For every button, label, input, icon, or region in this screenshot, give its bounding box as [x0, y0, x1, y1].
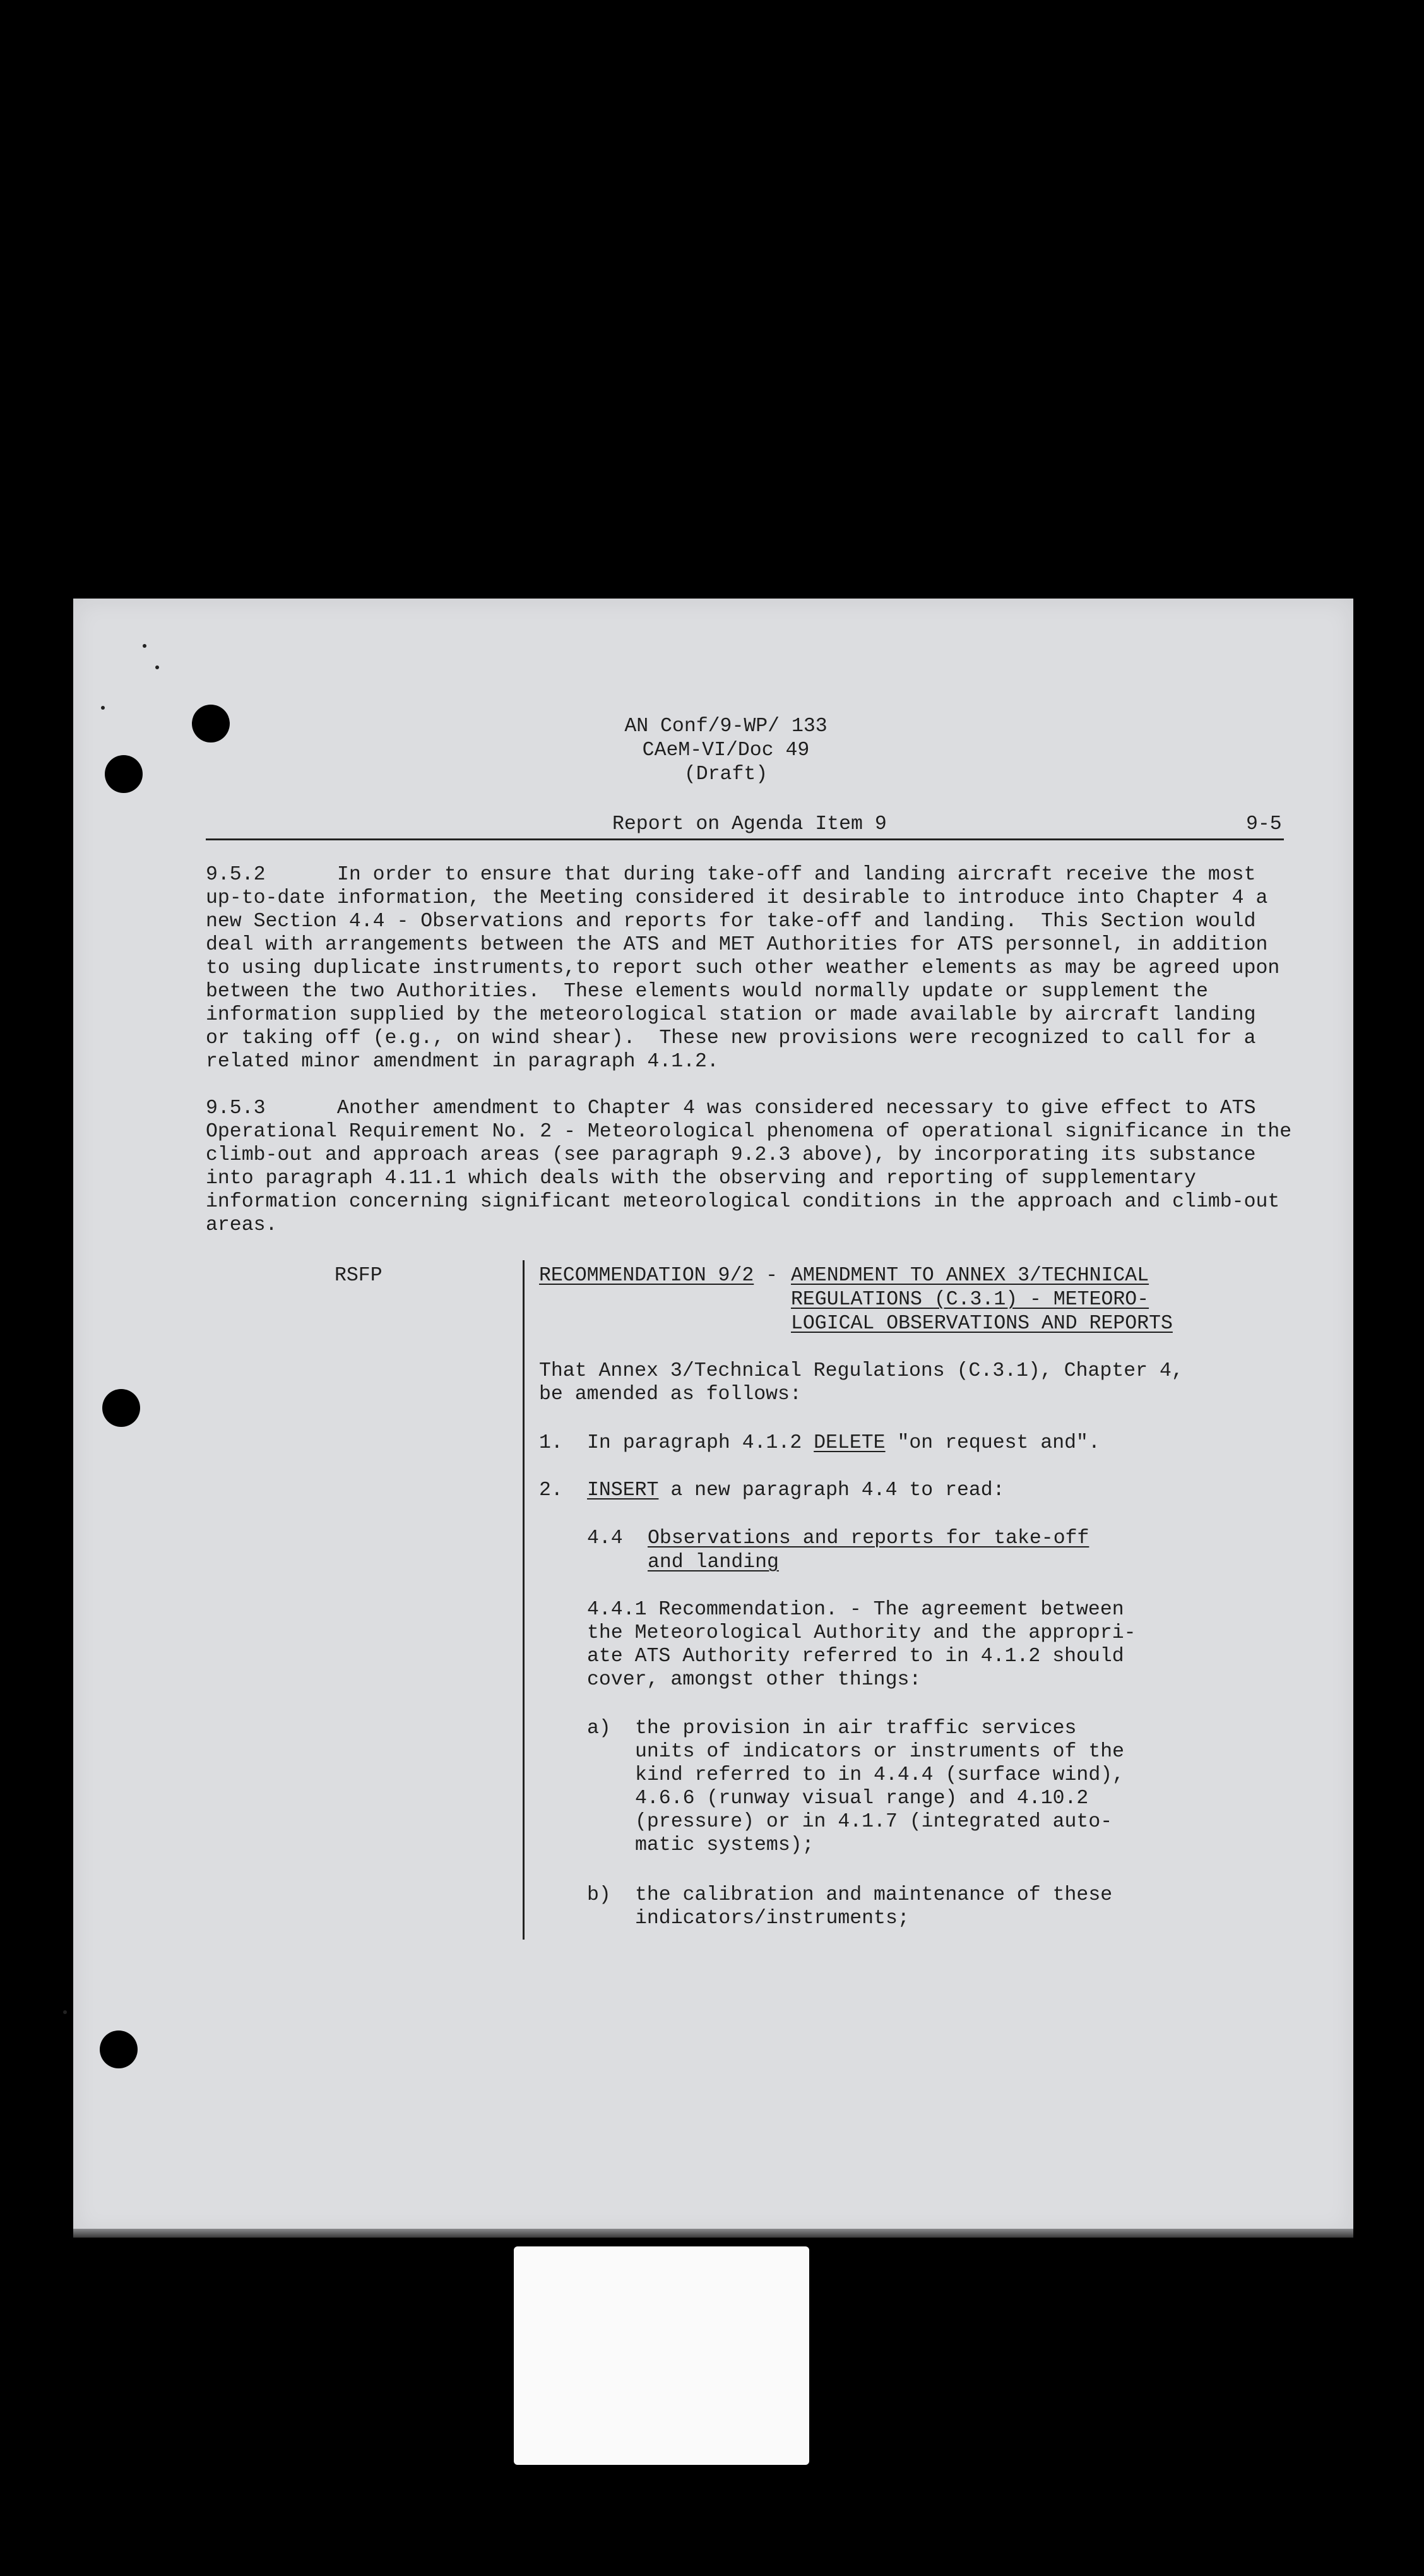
item-number: 1.: [539, 1432, 563, 1454]
text-line: areas.: [206, 1214, 278, 1236]
insert-keyword: INSERT: [587, 1479, 659, 1501]
page-bottom-edge: [73, 2229, 1353, 2238]
punch-hole: [100, 2030, 138, 2068]
speck: [155, 665, 159, 669]
text-line: or taking off (e.g., on wind shear). These new provisions were recognized to call for a: [206, 1027, 1256, 1049]
speck: [143, 644, 146, 648]
text-line: information concerning significant meteorological conditions in the approach and climb-out: [206, 1191, 1280, 1213]
doc-ref-draft: (Draft): [684, 763, 768, 785]
section-title-line: Observations and reports for take-off: [648, 1527, 1089, 1549]
recommendation-intro-line: That Annex 3/Technical Regulations (C.3.1), Chapter 4,: [539, 1360, 1184, 1382]
recommendation-title-line: REGULATIONS (C.3.1) - METEORO-: [791, 1289, 1149, 1311]
margin-note: RSFP: [335, 1265, 383, 1287]
item-a-line: the provision in air traffic services: [635, 1717, 1077, 1739]
item-b-line: indicators/instruments;: [635, 1907, 910, 1929]
document-page: [73, 599, 1353, 2235]
text-line: 9.5.3 Another amendment to Chapter 4 was considered necessary to give effect to ATS: [206, 1097, 1256, 1119]
recommendation-title-line: LOGICAL OBSERVATIONS AND REPORTS: [791, 1313, 1173, 1335]
delete-keyword: DELETE: [814, 1432, 886, 1454]
recommendation-heading: [539, 1264, 790, 1287]
page-number: 9-5: [1246, 813, 1282, 835]
section-number: 4.4: [587, 1527, 623, 1549]
item-1-pre: In paragraph 4.1.2: [587, 1432, 814, 1454]
para-4-4-1-line: the Meteorological Authority and the appropri-: [587, 1622, 1136, 1644]
blank-card: [514, 2246, 809, 2465]
text-line: deal with arrangements between the ATS and MET Authorities for ATS personnel, in addition: [206, 934, 1268, 956]
text-line: climb-out and approach areas (see paragraph 9.2.3 above), by incorporating its substance: [206, 1144, 1256, 1166]
recommendation-title-line: AMENDMENT TO ANNEX 3/TECHNICAL: [791, 1265, 1149, 1287]
text-line: Operational Requirement No. 2 - Meteorological phenomena of operational significance in the: [206, 1121, 1292, 1143]
item-a-line: 4.6.6 (runway visual range) and 4.10.2: [635, 1787, 1089, 1810]
text-line: related minor amendment in paragraph 4.1.2.: [206, 1051, 719, 1073]
item-a-line: (pressure) or in 4.1.7 (integrated auto-: [635, 1811, 1113, 1833]
item-a-line: units of indicators or instruments of the: [635, 1741, 1125, 1763]
item-1-post: "on request and".: [885, 1432, 1100, 1454]
doc-ref-caem: CAeM-VI/Doc 49: [642, 739, 810, 761]
text-line: to using duplicate instruments,to report such other weather elements as may be agreed upon: [206, 957, 1280, 979]
text-line: new Section 4.4 - Observations and reports for take-off and landing. This Section would: [206, 910, 1256, 933]
recommendation-intro-line: be amended as follows:: [539, 1383, 802, 1405]
document-reference: [568, 715, 884, 787]
item-a-line: kind referred to in 4.4.4 (surface wind),: [635, 1764, 1125, 1786]
recommendation-margin-rule: [523, 1260, 525, 1940]
text-line: between the two Authorities. These elements would normally update or supplement the: [206, 981, 1208, 1003]
recommendation-dash: -: [754, 1265, 790, 1287]
header-rule: [206, 838, 1284, 840]
recommendation-label: RECOMMENDATION 9/2: [539, 1265, 754, 1287]
punch-hole: [102, 1389, 140, 1427]
item-a-line: matic systems);: [635, 1834, 814, 1856]
text-line: up-to-date information, the Meeting considered it desirable to introduce into Chapter 4 a: [206, 887, 1268, 909]
speck: [101, 706, 105, 710]
doc-ref-conf: AN Conf/9-WP/ 133: [624, 715, 828, 737]
report-title: Report on Agenda Item 9: [612, 813, 887, 835]
item-number: 2.: [539, 1479, 563, 1501]
section-title-line: and landing: [648, 1551, 779, 1573]
para-4-4-1-line: cover, amongst other things:: [587, 1669, 922, 1691]
para-4-4-1-line: ate ATS Authority referred to in 4.1.2 should: [587, 1645, 1124, 1667]
punch-hole: [192, 705, 230, 742]
item-2-post: a new paragraph 4.4 to read:: [658, 1479, 1005, 1501]
punch-hole: [105, 755, 143, 793]
text-line: into paragraph 4.11.1 which deals with the observing and reporting of supplementary: [206, 1167, 1196, 1190]
item-a-label: a): [587, 1717, 611, 1739]
item-1-text: [587, 1431, 1100, 1455]
para-4-4-1-line: 4.4.1 Recommendation. - The agreement between: [587, 1599, 1124, 1621]
text-line: information supplied by the meteorological station or made available by aircraft landing: [206, 1004, 1256, 1026]
speck: [63, 2010, 67, 2014]
item-2-text: [587, 1479, 1005, 1502]
item-b-line: the calibration and maintenance of these: [635, 1884, 1113, 1906]
item-b-label: b): [587, 1884, 611, 1906]
text-line: 9.5.2 In order to ensure that during take-off and landing aircraft receive the most: [206, 864, 1256, 886]
